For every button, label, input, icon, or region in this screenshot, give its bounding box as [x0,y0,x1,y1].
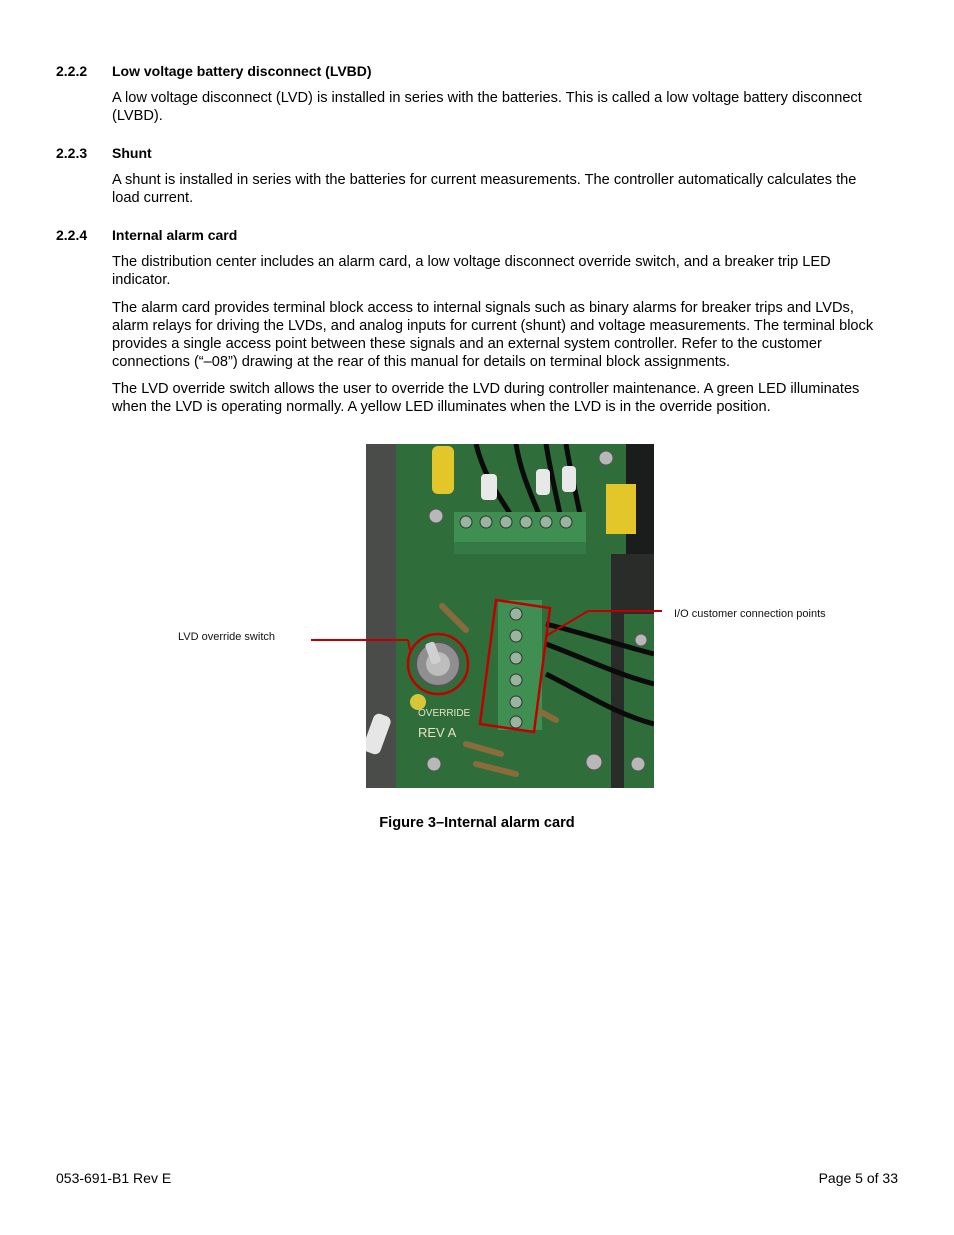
section-heading-2-2-2: 2.2.2 Low voltage battery disconnect (LVBD) [56,63,372,79]
callout-io-connection-points: I/O customer connection points [674,608,826,620]
section-heading-2-2-3: 2.2.3 Shunt [56,145,152,161]
paragraph: A shunt is installed in series with the batteries for current measurements. The controller automatically calculates the load current. [112,172,857,206]
paragraph: The LVD override switch allows the user to override the LVD during controller maintenance. A green LED illuminates when the LVD is operating normally. A yellow LED illuminates when the LVD is in the override position. [112,381,860,415]
section-heading-2-2-4: 2.2.4 Internal alarm card [56,227,238,243]
override-label: OVERRIDE [418,708,471,719]
callout-lvd-override-switch: LVD override switch [178,631,275,643]
footer-page-number: Page 5 of 33 [818,1170,898,1186]
paragraph: A low voltage disconnect (LVD) is installed in series with the batteries. This is called a low voltage battery disconnect (LVBD). [112,90,862,124]
footer-doc-id: 053-691-B1 Rev E [56,1170,172,1186]
paragraph: The distribution center includes an alarm card, a low voltage disconnect override switch, and a breaker trip LED indicator. [112,254,831,288]
figure-caption: Figure 3–Internal alarm card [379,815,575,831]
paragraph: The alarm card provides terminal block access to internal signals such as binary alarms for breaker trips and LVDs, alarm relays for driving the LVDs, and analog inputs for current (shunt) and voltage measurements. The terminal block provides a single access point between these signals and an external system controller. Refer to the customer connections (“–08”) drawing at the rear of this manual for details on terminal block assignments. [112,300,874,370]
rev-label: REV A [418,725,457,740]
